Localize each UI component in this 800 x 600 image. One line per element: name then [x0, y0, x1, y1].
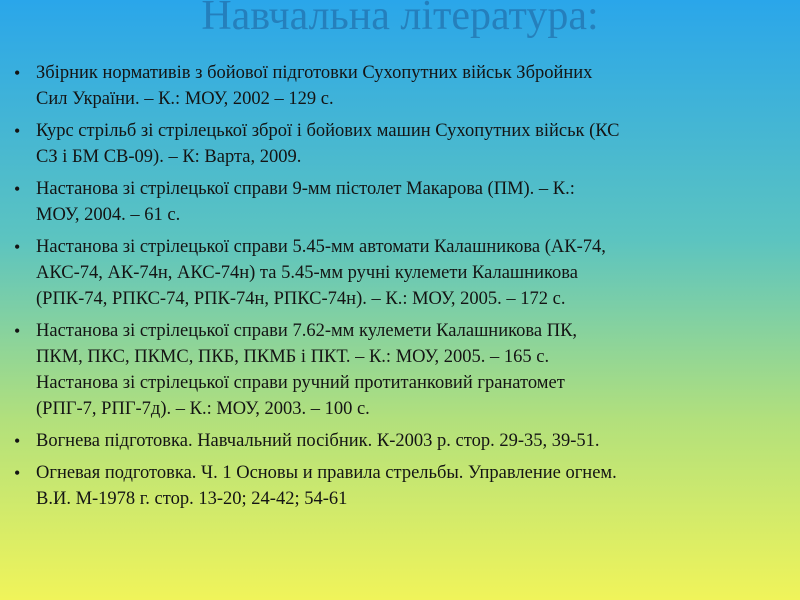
list-item — [0, 460, 800, 512]
bullet-icon: • — [14, 121, 21, 141]
list-item-text-line: Настанова зі стрілецької справи 5.45-мм автомати Калашникова (АК-74, — [36, 237, 606, 257]
list-item-text-line: (РПК-74, РПКС-74, РПК-74н, РПКС-74н). – К.: МОУ, 2005. – 172 с. — [36, 289, 566, 309]
list-item-text-line: АКС-74, АК-74н, АКС-74н) та 5.45-мм ручні кулемети Калашникова — [36, 263, 578, 283]
list-item-text-line: Сил України. – К.: МОУ, 2002 – 129 с. — [36, 89, 334, 109]
list-item — [0, 370, 800, 422]
literature-list — [0, 60, 800, 518]
list-item-text-line: Огневая подготовка. Ч. 1 Основы и правила стрельбы. Управление огнем. — [36, 463, 617, 483]
list-item — [0, 60, 800, 112]
list-item-text-line: Настанова зі стрілецької справи 9-мм пістолет Макарова (ПМ). – К.: — [36, 179, 575, 199]
bullet-icon: • — [14, 63, 21, 83]
list-item-text-line: ПКМ, ПКС, ПКМС, ПКБ, ПКМБ і ПКТ. – К.: МОУ, 2005. – 165 с. — [36, 347, 550, 367]
slide-title: Навчальна література: — [201, 0, 599, 39]
list-item — [0, 176, 800, 228]
list-item — [0, 318, 800, 370]
list-item-text-line: (РПГ-7, РПГ-7д). – К.: МОУ, 2003. – 100 с. — [36, 399, 370, 419]
list-item-text-line: Курс стрільб зі стрілецької зброї і бойових машин Сухопутних військ (КС — [36, 121, 620, 141]
list-item-text-line: В.И. М-1978 г. стор. 13-20; 24-42; 54-61 — [36, 489, 348, 509]
list-item — [0, 234, 800, 312]
list-item-text-line: МОУ, 2004. – 61 с. — [36, 205, 181, 225]
list-item-text-line: Збірник нормативів з бойової підготовки Сухопутних військ Збройних — [36, 63, 593, 83]
bullet-icon: • — [14, 463, 21, 483]
list-item-text-line: Вогнева підготовка. Навчальний посібник. К-2003 р. стор. 29-35, 39-51. — [36, 431, 600, 451]
list-item-text-line: Настанова зі стрілецької справи 7.62-мм кулемети Калашникова ПК, — [36, 321, 578, 341]
list-item — [0, 118, 800, 170]
bullet-icon: • — [14, 321, 21, 341]
list-item-text-line: Настанова зі стрілецької справи ручний протитанковий гранатомет — [36, 373, 565, 393]
bullet-icon: • — [14, 237, 21, 257]
bullet-icon: • — [14, 431, 21, 451]
bullet-icon: • — [14, 179, 21, 199]
list-item-text-line: СЗ і БМ СВ-09). – К: Варта, 2009. — [36, 147, 302, 167]
list-item — [0, 428, 800, 454]
